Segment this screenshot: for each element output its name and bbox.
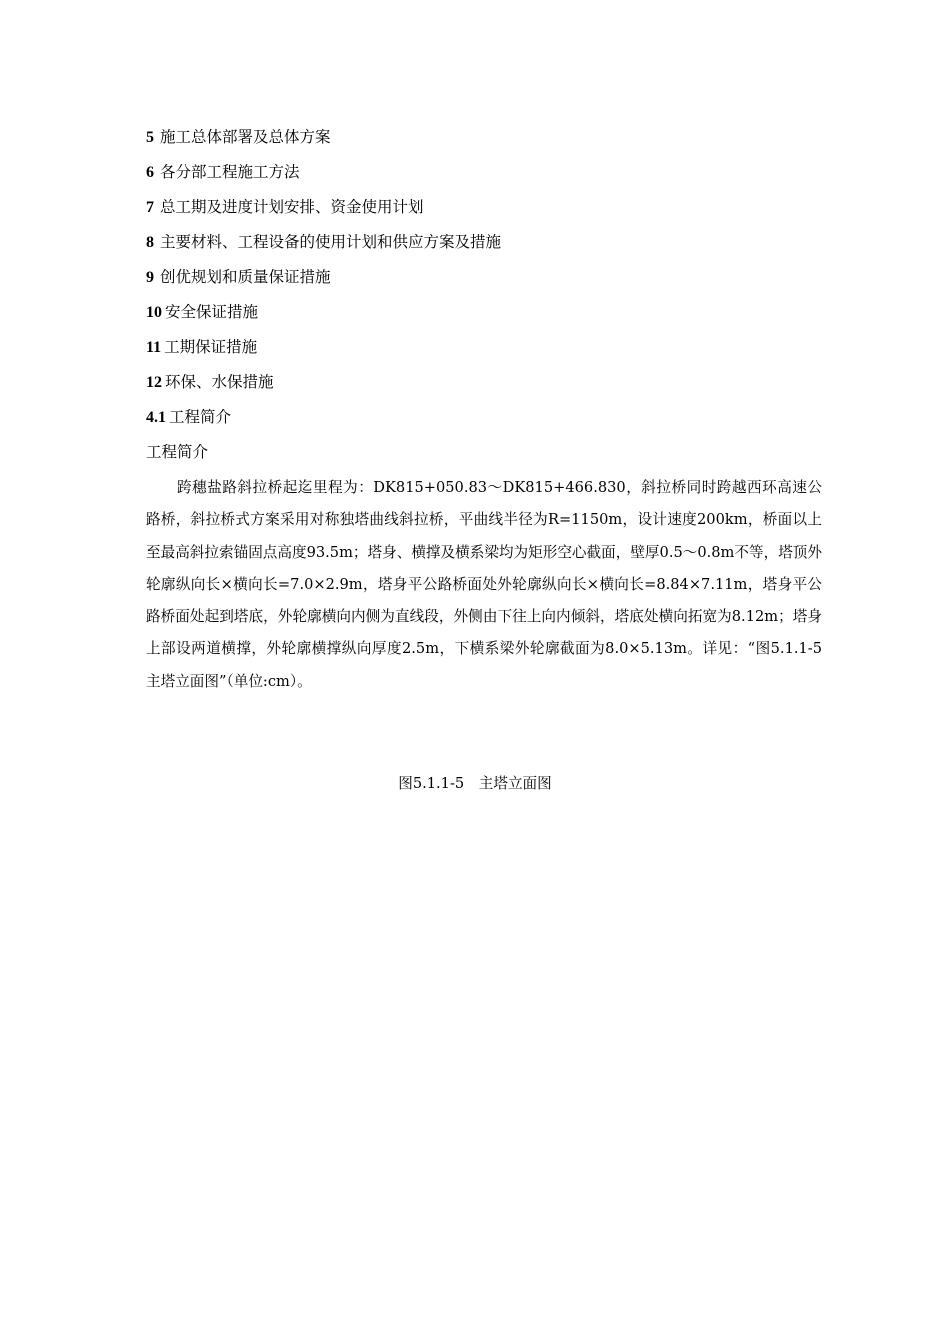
toc-number: 8 [146,234,154,251]
toc-item-5[interactable] [146,123,826,158]
toc-title: 施工总体部署及总体方案 [160,128,331,146]
figure-caption: 图5.1.1-5 主塔立面图 [398,775,552,792]
toc-number: 6 [146,164,154,181]
toc-title: 创优规划和质量保证措施 [160,268,331,286]
section-number: 4.1 [146,409,166,426]
toc-item-6[interactable] [146,158,826,193]
section-title: 工程简介 [169,408,232,426]
toc-number: 10 [146,304,162,321]
toc-number: 11 [146,339,162,356]
toc-item-10[interactable] [146,298,826,333]
toc-item-9[interactable] [146,263,826,298]
toc-title: 工期保证措施 [164,338,258,356]
toc-number: 7 [146,199,154,216]
table-of-contents [146,123,826,473]
toc-number: 5 [146,129,154,146]
toc-number: 12 [146,374,162,391]
toc-item-11[interactable] [146,333,826,368]
body-paragraph: 跨穗盐路斜拉桥起迄里程为：DK815+050.83～DK815+466.830，斜拉桥同时跨越西环高速公路桥，斜拉桥式方案采用对称独塔曲线斜拉桥，平曲线半径为R=1150m，设计速度200km，桥面以上至最高斜拉索锚固点高度93.5m；塔身、横撑及横系梁均为矩形空心截面，壁厚0.5～0.8m不等，塔顶外轮廓纵向长×横向长=7.0×2.9m，塔身平公路桥面处外轮廓纵向长×横向长=8.84×7.11m，塔身平公路桥面处起到塔底，外轮廓横向内侧为直线段，外侧由下往上向内倾斜，塔底处横向拓宽为8.12m；塔身上部设两道横撑，外轮廓横撑纵向厚度2.5m，下横系梁外轮廓截面为8.0×5.13m。详见：“图5.1.1-5 主塔立面图”（单位:cm）。 [146,479,837,690]
toc-title: 安全保证措施 [165,303,259,321]
toc-item-8[interactable] [146,228,826,263]
toc-title: 总工期及进度计划安排、资金使用计划 [160,198,424,216]
toc-item-7[interactable] [146,193,826,228]
toc-title: 各分部工程施工方法 [160,163,300,181]
toc-title: 环保、水保措施 [165,373,274,391]
toc-title: 主要材料、工程设备的使用计划和供应方案及措施 [160,233,502,251]
toc-number: 9 [146,269,154,286]
section-heading [146,403,826,438]
sub-heading: 工程简介 [146,443,209,461]
toc-item-12[interactable] [146,368,826,403]
